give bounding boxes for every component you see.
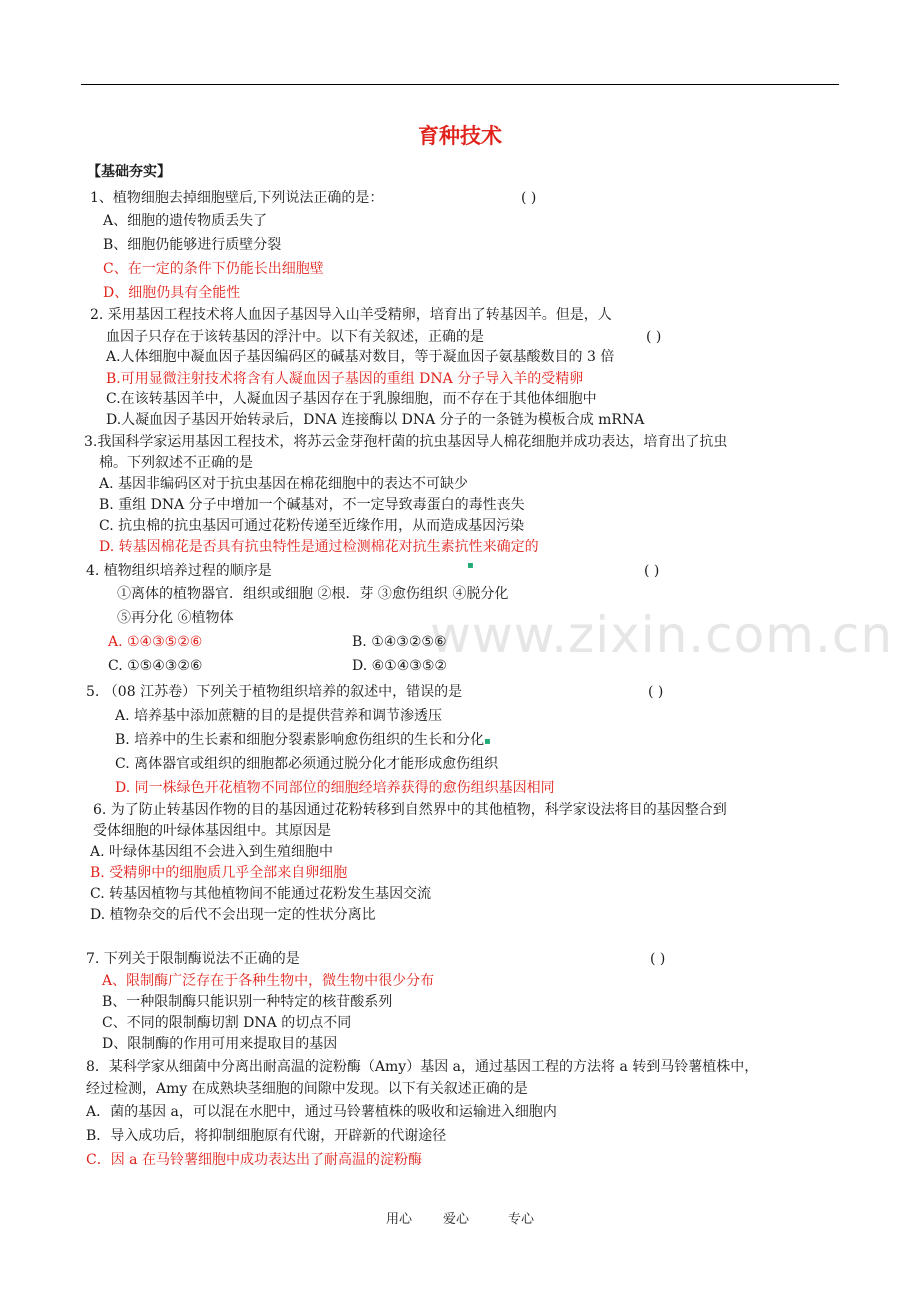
text-line: 受体细胞的叶绿体基因组中。其原因是 <box>93 823 331 839</box>
text-line: B. 重组 DNA 分子中增加一个碱基对，不一定导致毒蛋白的毒性丧失 <box>99 497 525 513</box>
text-line: 棉。下列叙述不正确的是 <box>99 455 253 471</box>
watermark: www.zixin.com.cn <box>430 606 894 664</box>
text-line: 5. （08 江苏卷）下列关于植物组织培养的叙述中，错误的是 <box>86 684 463 700</box>
text-line: B、细胞仍能够进行质壁分裂 <box>103 237 282 253</box>
text-line: B. 培养中的生长素和细胞分裂素影响愈伤组织的生长和分化 <box>115 732 485 748</box>
text-line: C、在一定的条件下仍能长出细胞壁 <box>103 261 324 277</box>
text-line: A. 培养基中添加蔗糖的目的是提供营养和调节渗透压 <box>115 708 443 724</box>
header-rule <box>81 84 839 85</box>
text-line: C.在该转基因羊中，人凝血因子基因存在于乳腺细胞，而不存在于其他体细胞中 <box>106 391 597 407</box>
section-heading: 【基础夯实】 <box>87 164 171 180</box>
text-line: C．因 a 在马铃薯细胞中成功表达出了耐高温的淀粉酶 <box>86 1152 422 1168</box>
text-line: ( ) <box>646 329 662 345</box>
text-line: ⑤再分化 ⑥植物体 <box>117 610 234 626</box>
text-line: ( ) <box>648 684 664 700</box>
text-line: D. 同一株绿色开花植物不同部位的细胞经培养获得的愈伤组织基因相同 <box>115 780 555 796</box>
footer-text-2: 爱心 <box>443 1212 470 1227</box>
text-line: A．菌的基因 a，可以混在水肥中，通过马铃薯植株的吸收和运输进入细胞内 <box>86 1104 557 1120</box>
text-line: D. 转基因棉花是否具有抗虫特性是通过检测棉花对抗生素抗性来确定的 <box>99 539 539 555</box>
text-line: 3.我国科学家运用基因工程技术，将苏云金芽孢杆菌的抗虫基因导人棉花细胞并成功表达，培育出了抗虫 <box>84 434 728 450</box>
text-line: D. 植物杂交的后代不会出现一定的性状分离比 <box>90 907 376 923</box>
footer-text-1: 用心 <box>386 1212 413 1227</box>
text-line: ( ) <box>521 190 537 206</box>
text-line: A、限制酶广泛存在于各种生物中，微生物中很少分布 <box>102 973 435 989</box>
text-line: D. ⑥①④③⑤② <box>352 658 447 674</box>
text-line: C. 离体器官或组织的细胞都必须通过脱分化才能形成愈伤组织 <box>115 756 499 772</box>
text-line: 血因子只存在于该转基因的浮汁中。以下有关叙述，正确的是 <box>106 329 484 345</box>
text-line: 1、植物细胞去掉细胞壁后,下列说法正确的是： <box>90 190 384 206</box>
text-line: A. ①④③⑤②⑥ <box>108 634 203 650</box>
text-line: A. 基因非编码区对于抗虫基因在棉花细胞中的表达不可缺少 <box>99 476 469 492</box>
text-line: ①离体的植物器官．组织或细胞 ②根．芽 ③愈伤组织 ④脱分化 <box>117 586 509 602</box>
text-line: 7. 下列关于限制酶说法不正确的是 <box>86 951 300 967</box>
text-line: D、细胞仍具有全能性 <box>103 285 241 301</box>
text-line: 2. 采用基因工程技术将人血因子基因导入山羊受精卵，培育出了转基因羊。但是，人 <box>90 307 612 323</box>
text-line: C. ①⑤④③②⑥ <box>108 658 203 674</box>
text-line: B、一种限制酶只能识别一种特定的核苷酸系列 <box>102 994 393 1010</box>
text-line: ( ) <box>644 563 660 579</box>
text-line: C、不同的限制酶切割 DNA 的切点不同 <box>102 1015 352 1031</box>
text-line: 8．某科学家从细菌中分离出耐高温的淀粉酶（Amy）基因 a，通过基因工程的方法将 a 转到马铃薯植株中， <box>86 1059 759 1075</box>
green-mark: ▪ <box>467 560 474 571</box>
text-line: A.人体细胞中凝血因子基因编码区的碱基对数目，等于凝血因子氨基酸数目的 3 倍 <box>106 349 615 365</box>
text-line: 经过检测，Amy 在成熟块茎细胞的间隙中发现。以下有关叙述正确的是 <box>86 1081 528 1097</box>
page-title: 育种技术 <box>418 124 502 148</box>
text-line: 4. 植物组织培养过程的顺序是 <box>86 563 272 579</box>
text-line: D、限制酶的作用可用来提取目的基因 <box>102 1036 338 1052</box>
text-line: C. 抗虫棉的抗虫基因可通过花粉传递至近缘作用，从而造成基因污染 <box>99 518 525 534</box>
text-line: B. 受精卵中的细胞质几乎全部来自卵细胞 <box>90 865 348 881</box>
text-line: 6. 为了防止转基因作物的目的基因通过花粉转移到自然界中的其他植物，科学家设法将目的基因整合到 <box>93 802 727 818</box>
text-line: A. 叶绿体基因组不会进入到生殖细胞中 <box>90 844 334 860</box>
text-line: B.可用显微注射技术将含有人凝血因子基因的重组 DNA 分子导入羊的受精卵 <box>106 371 584 387</box>
text-line: ( ) <box>650 951 666 967</box>
text-line: C. 转基因植物与其他植物间不能通过花粉发生基因交流 <box>90 886 432 902</box>
text-line: D.人凝血因子基因开始转录后，DNA 连接酶以 DNA 分子的一条链为模板合成 mRNA <box>106 412 645 428</box>
green-mark: ▪ <box>484 736 491 747</box>
footer-text-3: 专心 <box>508 1212 535 1227</box>
text-line: B. ①④③②⑤⑥ <box>352 634 447 650</box>
text-line: A、细胞的遗传物质丢失了 <box>103 213 268 229</box>
text-line: B．导入成功后，将抑制细胞原有代谢，开辟新的代谢途径 <box>86 1128 447 1144</box>
